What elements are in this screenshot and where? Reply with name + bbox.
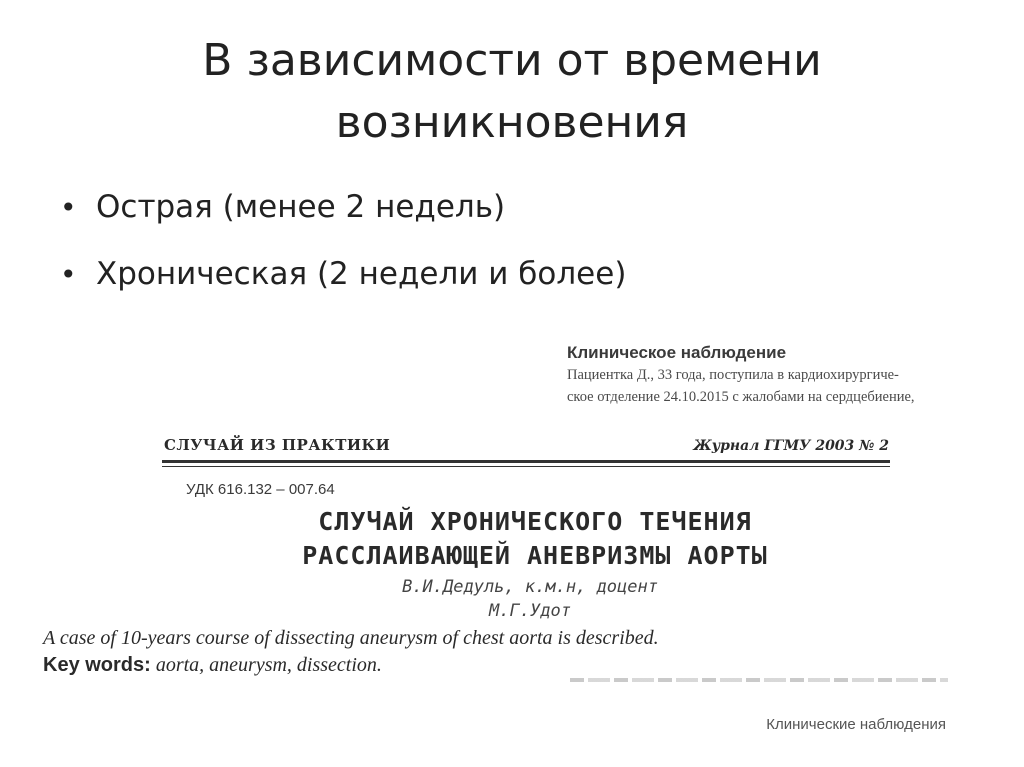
keywords-text: aorta, aneurysm, dissection. xyxy=(155,654,382,676)
article-title xyxy=(150,505,920,573)
faint-scan-line xyxy=(570,678,948,682)
bullet-text: Острая (менее 2 недель) xyxy=(96,189,506,225)
slide-footer: Клинические наблюдения xyxy=(766,716,946,733)
slide-title-line-1: В зависимости от времени xyxy=(202,35,822,86)
udk-code: УДК 616.132 – 007.64 xyxy=(186,481,335,498)
keywords-label: Key words: xyxy=(43,654,151,676)
clinical-observation-line: ское отделение 24.10.2015 с жалобами на сердцебиение, xyxy=(567,389,915,405)
journal-name: Журнал ГГМУ 2003 № 2 xyxy=(693,438,889,454)
article-title-line-1: СЛУЧАЙ ХРОНИЧЕСКОГО ТЕЧЕНИЯ xyxy=(318,507,752,536)
clinical-observation-heading: Клиническое наблюдение xyxy=(567,343,787,362)
journal-header-rule-thin xyxy=(162,466,890,467)
bullet-list xyxy=(60,188,626,322)
article-abstract xyxy=(43,625,763,679)
journal-header xyxy=(162,434,889,458)
author-2: М.Г.Удот xyxy=(489,601,571,621)
bullet-item-chronic xyxy=(60,255,626,294)
bullet-dot-icon: • xyxy=(60,191,77,224)
slide-title xyxy=(0,30,1024,154)
journal-header-rule xyxy=(162,460,890,463)
bullet-dot-icon: • xyxy=(60,258,77,291)
journal-section-label: СЛУЧАЙ ИЗ ПРАКТИКИ xyxy=(164,436,391,454)
clinical-observation-line: Пациентка Д., 33 года, поступила в кардиохирургиче- xyxy=(567,367,899,383)
bullet-item-acute xyxy=(60,188,626,227)
abstract-text: A case of 10-years course of dissecting aneurysm of chest aorta is described. xyxy=(43,627,659,649)
clinical-observation-excerpt xyxy=(567,342,967,408)
author-1: В.И.Дедуль, к.м.н, доцент xyxy=(402,577,658,597)
article-title-line-2: РАССЛАИВАЮЩЕЙ АНЕВРИЗМЫ АОРТЫ xyxy=(302,541,768,570)
keywords-line xyxy=(43,652,763,679)
article-authors xyxy=(150,575,910,623)
bullet-text: Хроническая (2 недели и более) xyxy=(96,256,627,292)
slide-title-line-2: возникновения xyxy=(335,97,689,148)
